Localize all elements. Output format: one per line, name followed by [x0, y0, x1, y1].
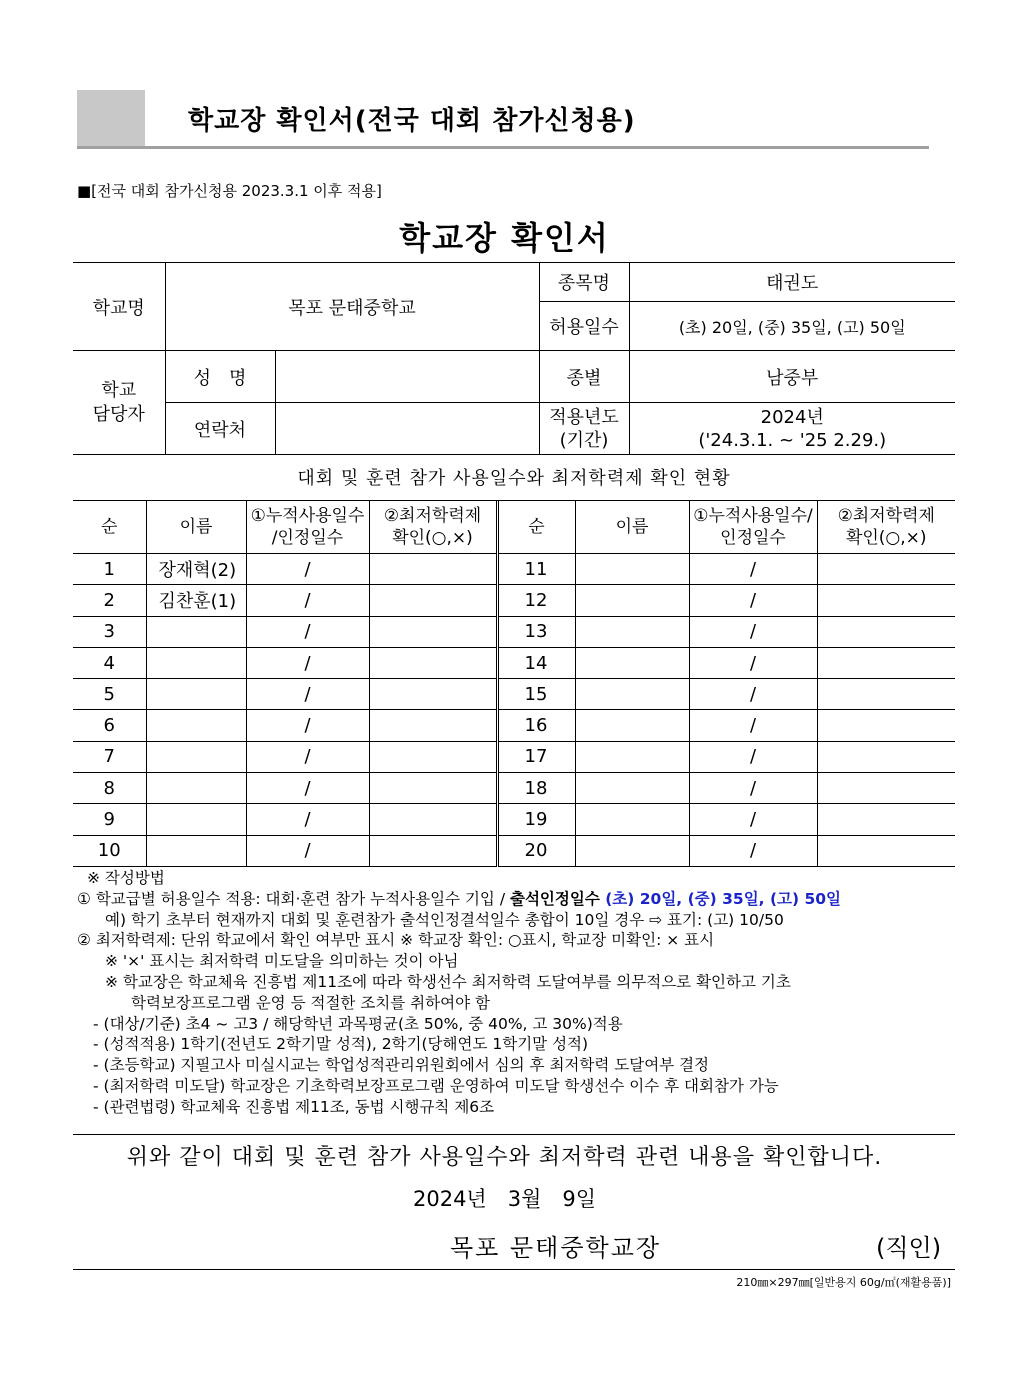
roster-header-row [73, 501, 955, 554]
check-cell-left [369, 616, 497, 647]
page-heading: 학교장 확인서(전국 대회 참가신청용) [188, 106, 636, 136]
row-number-right: 12 [497, 585, 575, 616]
check-cell-left [369, 773, 497, 804]
table-row [73, 741, 955, 772]
table-row [73, 616, 955, 647]
instructions [73, 868, 955, 1118]
allowed-days-label: 허용일수 [539, 302, 629, 351]
instruction-1-text: ① 학교급별 허용일수 적용: 대회·훈련 참가 누적사용일수 기입 / [77, 889, 510, 908]
division-value: 남중부 [629, 351, 955, 403]
days-cell-left: / [246, 647, 369, 678]
col-days-right: ①누적사용일수/ 인정일수 [689, 501, 817, 554]
row-number-right: 18 [497, 773, 575, 804]
instruction-2: ② 최저학력제: 단위 학교에서 확인 여부만 표시 ※ 학교장 확인: ○표시, 학교장 미확인: × 표시 [77, 931, 715, 950]
days-cell-right: / [689, 679, 817, 710]
student-name-left [146, 804, 246, 835]
student-name-left: 김찬훈(1) [146, 585, 246, 616]
period-value [629, 403, 955, 455]
paper-spec-footer: 210㎜×297㎜[일반용지 60g/㎡(재활용품)] [736, 1276, 951, 1289]
row-number-left: 2 [73, 585, 146, 616]
check-cell-left [369, 679, 497, 710]
instruction-1-bold: 출석인정일수 [509, 889, 606, 908]
row-number-right: 14 [497, 647, 575, 678]
days-cell-left: / [246, 554, 369, 585]
detail-3: - (초등학교) 지필고사 미실시교는 학업성적관리위원회에서 심의 후 최저학력 도달여부 결정 [93, 1056, 710, 1075]
school-info-table [73, 262, 955, 455]
check-cell-right [817, 804, 955, 835]
col-days-left: ①누적사용일수 /인정일수 [246, 501, 369, 554]
student-name-left [146, 835, 246, 866]
period-year: 2024년 [760, 406, 824, 428]
col-no-right: 순 [497, 501, 575, 554]
student-name-right [575, 710, 689, 741]
table-row [73, 679, 955, 710]
instruction-1-highlight: (초) 20일, (중) 35일, (고) 50일 [605, 889, 842, 908]
instruction-2-note-1: ※ '×' 표시는 최저학력 미도달을 의미하는 것이 아님 [105, 952, 459, 971]
confirmation-statement: 위와 같이 대회 및 훈련 참가 사용일수와 최저학력 관련 내용을 확인합니다. [126, 1145, 883, 1170]
check-cell-right [817, 773, 955, 804]
check-cell-left [369, 741, 497, 772]
notes-divider [73, 1134, 955, 1135]
days-cell-left: / [246, 710, 369, 741]
student-name-left [146, 741, 246, 772]
contact-value [275, 403, 539, 455]
student-name-right [575, 773, 689, 804]
sport-label: 종목명 [539, 263, 629, 302]
days-cell-right: / [689, 616, 817, 647]
check-cell-right [817, 710, 955, 741]
row-number-left: 9 [73, 804, 146, 835]
instructions-heading: ※ 작성방법 [87, 869, 165, 887]
days-cell-right: / [689, 710, 817, 741]
check-cell-left [369, 710, 497, 741]
student-name-left [146, 710, 246, 741]
days-cell-right: / [689, 835, 817, 866]
instruction-1 [73, 889, 955, 910]
check-cell-right [817, 741, 955, 772]
check-cell-right [817, 679, 955, 710]
days-cell-left: / [246, 773, 369, 804]
student-name-left [146, 616, 246, 647]
days-cell-left: / [246, 835, 369, 866]
check-cell-left [369, 585, 497, 616]
col-name-right: 이름 [575, 501, 689, 554]
row-number-right: 17 [497, 741, 575, 772]
student-name-left [146, 647, 246, 678]
instruction-2-note-2-cont: 학력보장프로그램 운영 등 적절한 조치를 취하여야 함 [131, 993, 490, 1012]
days-cell-right: / [689, 773, 817, 804]
school-name-label: 학교명 [73, 263, 165, 351]
applicability-note: ■[전국 대회 참가신청용 2023.3.1 이후 적용] [77, 182, 382, 200]
roster-table [73, 500, 955, 867]
issue-date: 2024년 3월 9일 [412, 1187, 597, 1211]
detail-1: - (대상/기준) 초4 ~ 고3 / 해당학년 과목평균(초 50%, 중 40%, 고 30%)적용 [93, 1014, 623, 1033]
days-cell-left: / [246, 585, 369, 616]
heading-divider [77, 146, 929, 149]
manager-label: 학교 담당자 [73, 351, 165, 455]
table-row [73, 773, 955, 804]
days-cell-left: / [246, 679, 369, 710]
table-row [73, 554, 955, 585]
student-name-right [575, 835, 689, 866]
row-number-right: 20 [497, 835, 575, 866]
student-name-left [146, 679, 246, 710]
footer-divider [73, 1269, 955, 1270]
row-number-left: 6 [73, 710, 146, 741]
manager-name-label: 성 명 [165, 351, 275, 403]
allowed-days-value: (초) 20일, (중) 35일, (고) 50일 [629, 302, 955, 351]
student-name-right [575, 804, 689, 835]
check-cell-left [369, 647, 497, 678]
row-number-right: 16 [497, 710, 575, 741]
student-name-right [575, 647, 689, 678]
row-number-left: 8 [73, 773, 146, 804]
document-title: 학교장 확인서 [399, 219, 610, 257]
official-seal-label: (직인) [876, 1234, 942, 1262]
detail-4: - (최저학력 미도달) 학교장은 기초학력보장프로그램 운영하여 미도달 학생선수 이수 후 대회참가 가능 [93, 1076, 779, 1095]
detail-2: - (성적적용) 1학기(전년도 2학기말 성적), 2학기(당해연도 1학기말 성적) [93, 1035, 589, 1054]
contact-label: 연락처 [165, 403, 275, 455]
sport-value: 태권도 [629, 263, 955, 302]
roster-section-title: 대회 및 훈련 참가 사용일수와 최저학력제 확인 현황 [73, 458, 955, 501]
check-cell-right [817, 647, 955, 678]
student-name-left: 장재혁(2) [146, 554, 246, 585]
days-cell-left: / [246, 616, 369, 647]
student-name-right [575, 554, 689, 585]
division-label: 종별 [539, 351, 629, 403]
instruction-1-example: 예) 학기 초부터 현재까지 대회 및 훈련참가 출석인정결석일수 총합이 10일 경우 ⇨ 표기: (고) 10/50 [105, 910, 784, 929]
col-name-left: 이름 [146, 501, 246, 554]
days-cell-right: / [689, 554, 817, 585]
check-cell-left [369, 554, 497, 585]
row-number-left: 3 [73, 616, 146, 647]
days-cell-right: / [689, 585, 817, 616]
check-cell-left [369, 835, 497, 866]
col-check-right: ②최저학력제 확인(○,×) [817, 501, 955, 554]
row-number-right: 19 [497, 804, 575, 835]
instruction-2-note-2: ※ 학교장은 학교체육 진흥법 제11조에 따라 학생선수 최저학력 도달여부를 의무적으로 확인하고 기초 [105, 972, 791, 991]
table-row [73, 647, 955, 678]
row-number-left: 5 [73, 679, 146, 710]
check-cell-right [817, 835, 955, 866]
row-number-right: 13 [497, 616, 575, 647]
days-cell-left: / [246, 804, 369, 835]
period-label: 적용년도 (기간) [539, 403, 629, 455]
table-row [73, 585, 955, 616]
row-number-left: 1 [73, 554, 146, 585]
manager-name-value [275, 351, 539, 403]
col-check-left: ②최저학력제 확인(○,×) [369, 501, 497, 554]
row-number-left: 4 [73, 647, 146, 678]
row-number-right: 11 [497, 554, 575, 585]
principal-name: 목포 문태중학교장 [450, 1234, 662, 1262]
table-row [73, 835, 955, 866]
days-cell-right: / [689, 804, 817, 835]
student-name-right [575, 741, 689, 772]
student-name-left [146, 773, 246, 804]
days-cell-right: / [689, 647, 817, 678]
student-name-right [575, 679, 689, 710]
check-cell-right [817, 554, 955, 585]
row-number-left: 7 [73, 741, 146, 772]
student-name-right [575, 616, 689, 647]
check-cell-right [817, 585, 955, 616]
check-cell-right [817, 616, 955, 647]
days-cell-right: / [689, 741, 817, 772]
student-name-right [575, 585, 689, 616]
heading-marker [77, 90, 145, 147]
col-no-left: 순 [73, 501, 146, 554]
check-cell-left [369, 804, 497, 835]
school-name-value: 목포 문태중학교 [165, 263, 539, 351]
row-number-right: 15 [497, 679, 575, 710]
table-row [73, 710, 955, 741]
period-range: ('24.3.1. ~ '25 2.29.) [698, 429, 887, 451]
days-cell-left: / [246, 741, 369, 772]
table-row [73, 804, 955, 835]
row-number-left: 10 [73, 835, 146, 866]
detail-5: - (관련법령) 학교체육 진흥법 제11조, 동법 시행규칙 제6조 [93, 1097, 495, 1116]
